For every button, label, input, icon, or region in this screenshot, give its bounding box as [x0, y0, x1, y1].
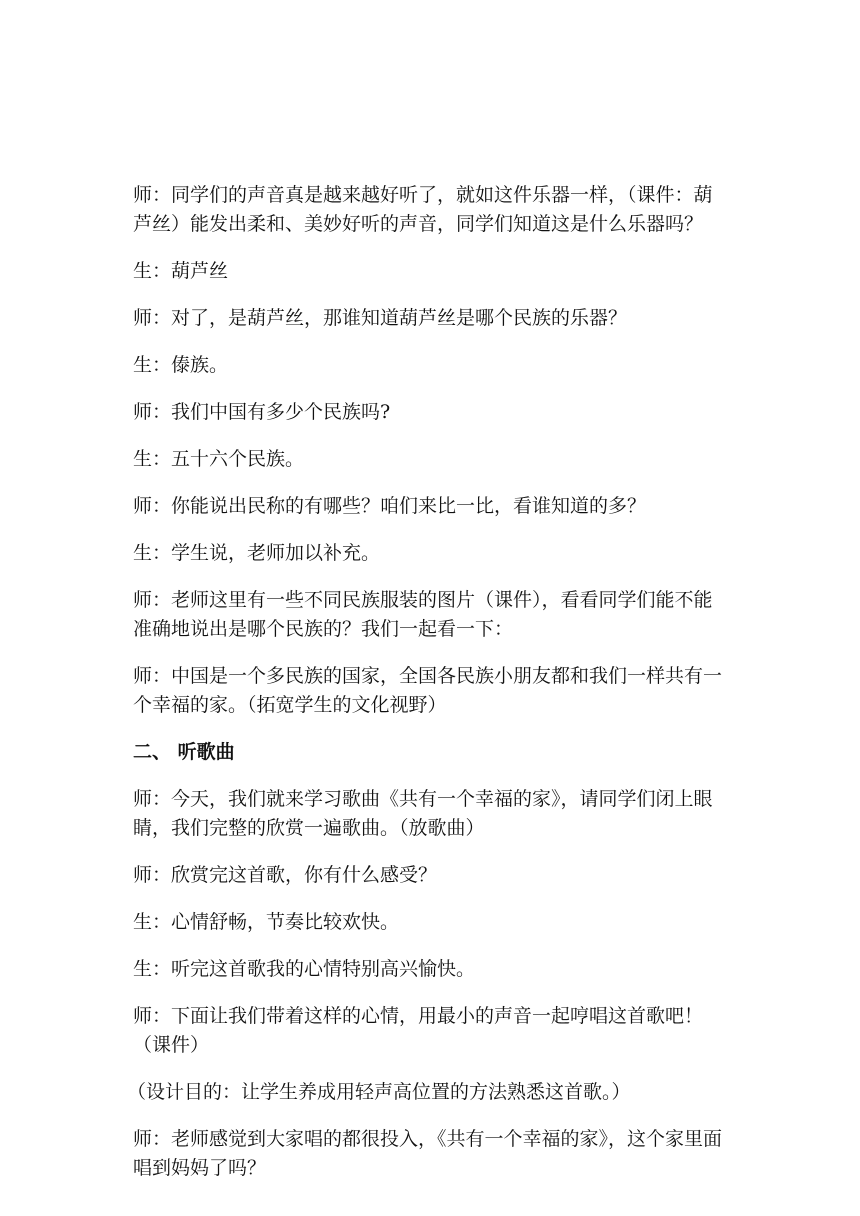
document-body [127, 181, 725, 1201]
paragraph: 生：学生说，老师加以补充。 [133, 542, 381, 564]
paragraph: 师：我们中国有多少个民族吗? [133, 401, 391, 423]
paragraph: 生：心情舒畅，节奏比较欢快。 [133, 911, 400, 933]
paragraph: 师：下面让我们带着这样的心情，用最小的声音一起哼唱这首歌吧！（课件） [133, 1005, 704, 1056]
paragraph: 师：中国是一个多民族的国家，全国各民族小朋友都和我们一样共有一个幸福的家。（拓宽学生的文化视野） [133, 665, 723, 716]
paragraph: 生：五十六个民族。 [133, 448, 305, 470]
paragraph: 师：老师感觉到大家唱的都很投入，《共有一个幸福的家》，这个家里面唱到妈妈了吗？ [133, 1128, 723, 1179]
paragraph: 师：欣赏完这首歌，你有什么感受？ [133, 864, 438, 886]
design-note: （设计目的：让学生养成用轻声高位置的方法熟悉这首歌。） [127, 1081, 631, 1103]
section-heading: 二、 听歌曲 [133, 741, 235, 763]
paragraph: 生：傣族。 [133, 354, 229, 376]
paragraph: 生：听完这首歌我的心情特别高兴愉快。 [133, 958, 476, 980]
paragraph: 师：今天，我们就来学习歌曲《共有一个幸福的家》，请同学们闭上眼睛，我们完整的欣赏一遍歌曲。（放歌曲） [133, 788, 713, 839]
paragraph: 师：同学们的声音真是越来越好听了，就如这件乐器一样，（课件：葫芦丝）能发出柔和、美妙好听的声音，同学们知道这是什么乐器吗？ [133, 184, 713, 235]
paragraph: 师：老师这里有一些不同民族服装的图片（课件），看看同学们能不能准确地说出是哪个民族的？我们一起看一下： [133, 589, 713, 640]
paragraph: 生：葫芦丝 [133, 260, 229, 282]
paragraph: 师：对了，是葫芦丝，那谁知道葫芦丝是哪个民族的乐器？ [133, 307, 628, 329]
paragraph: 师：你能说出民称的有哪些？咱们来比一比，看谁知道的多？ [133, 495, 647, 517]
